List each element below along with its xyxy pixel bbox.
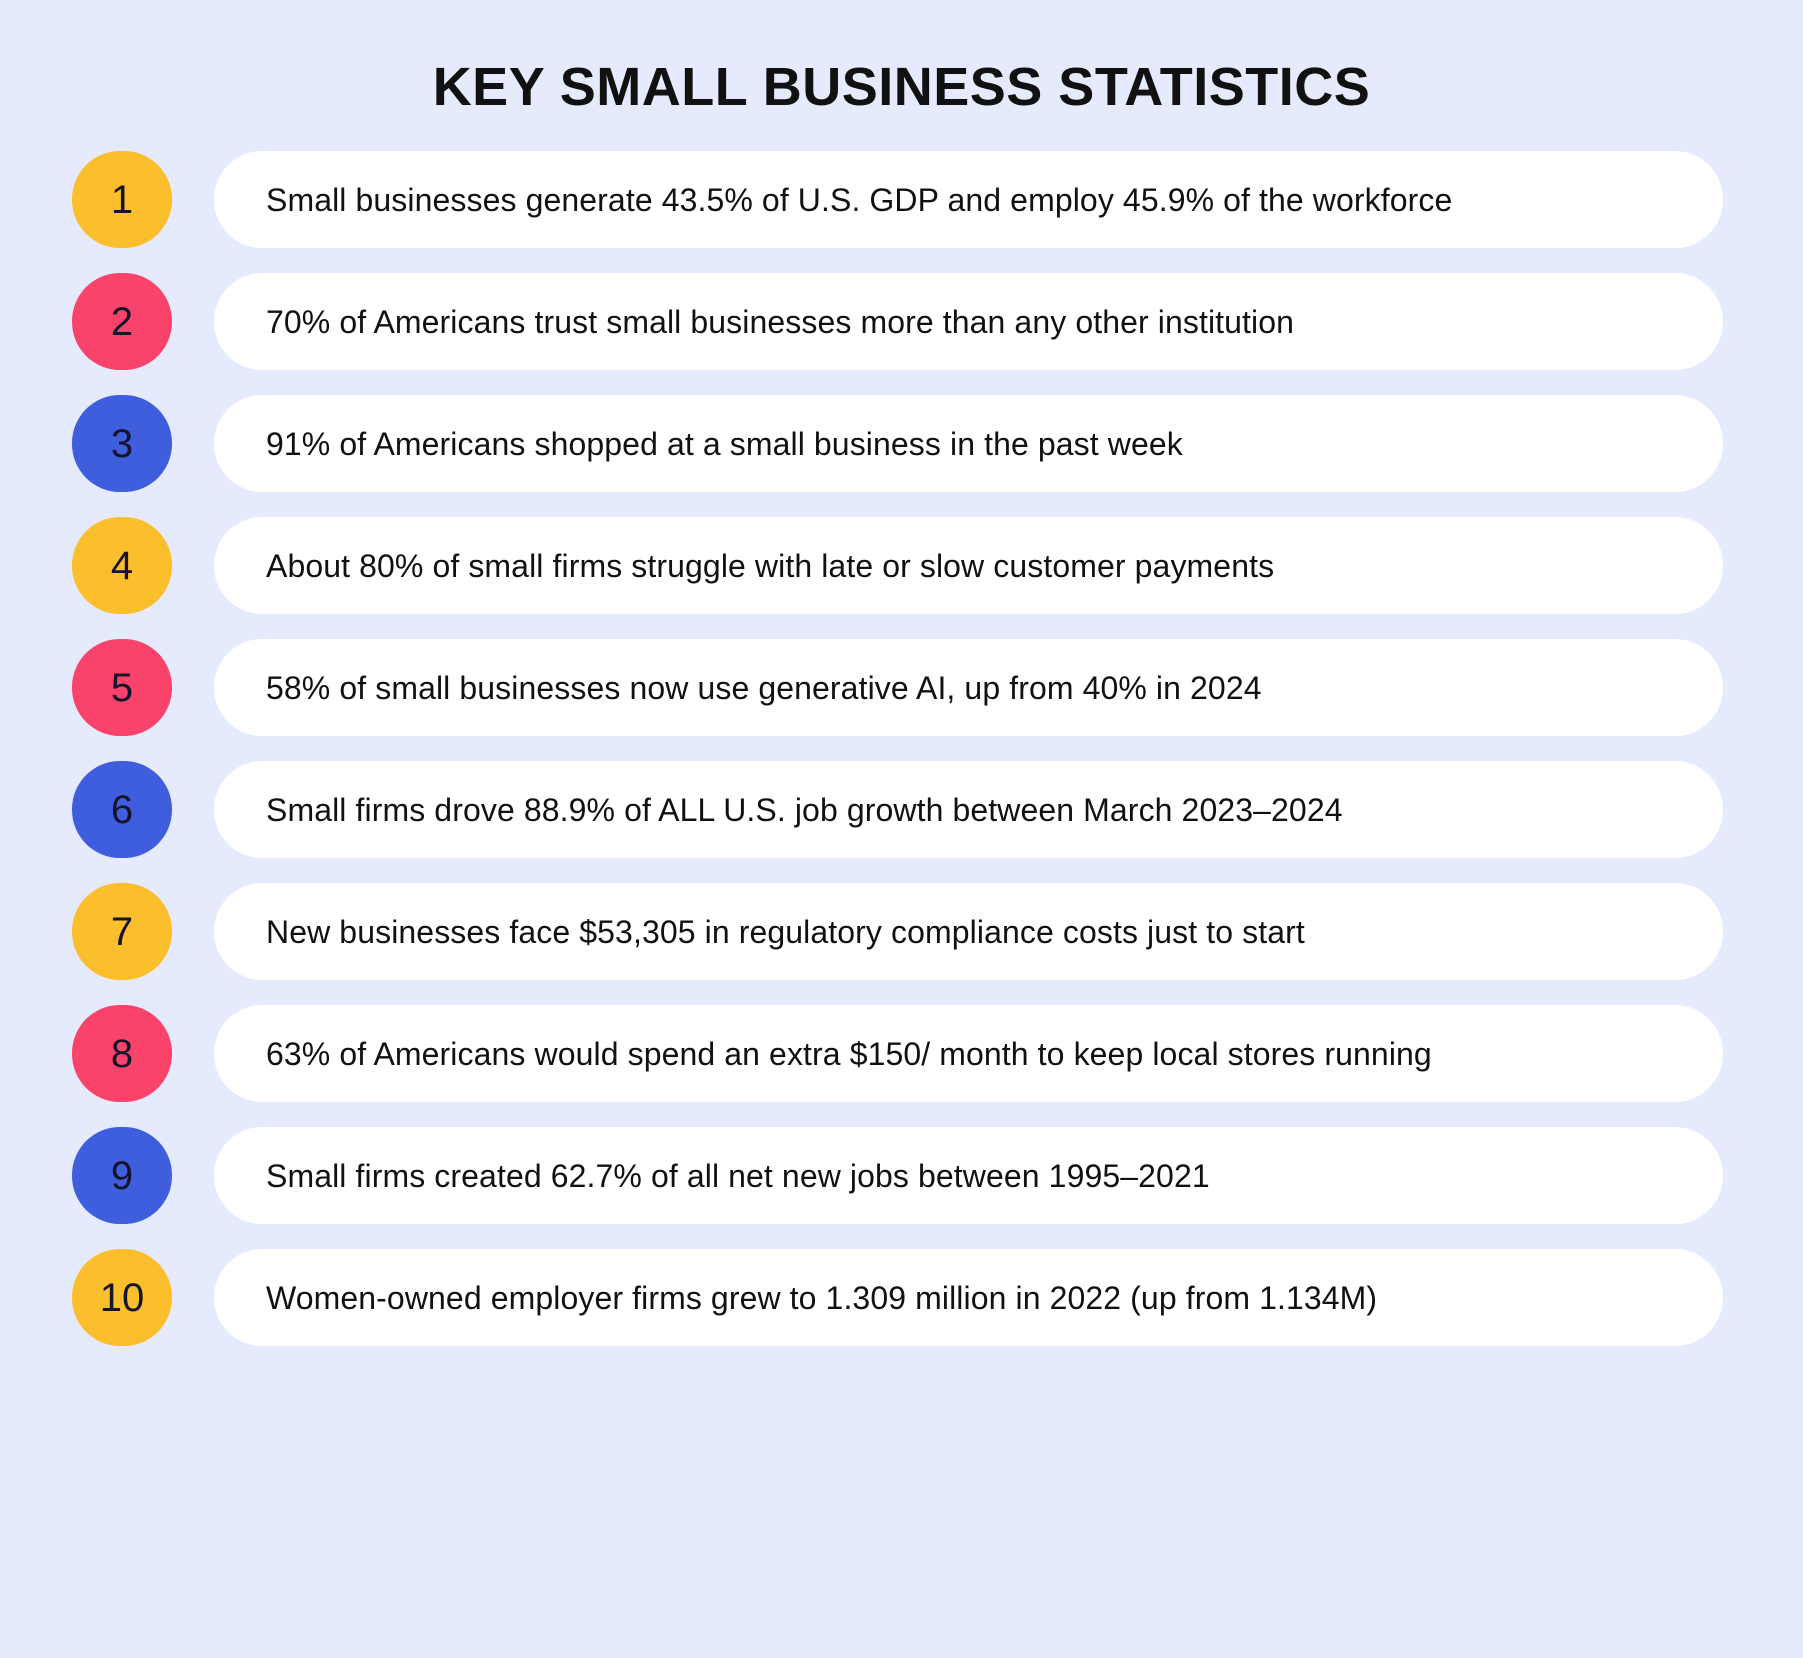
item-number-badge [72, 1005, 172, 1102]
item-number: 4 [110, 543, 134, 588]
item-card [214, 761, 1723, 858]
list-item [72, 273, 1723, 370]
list-item [72, 639, 1723, 736]
item-card [214, 1005, 1723, 1102]
item-number-badge [72, 1127, 172, 1224]
item-text: Women-owned employer firms grew to 1.309 million in 2022 (up from 1.134M) [266, 1279, 1378, 1316]
item-text: 91% of Americans shopped at a small business in the past week [266, 425, 1183, 462]
item-card [214, 151, 1723, 248]
item-card [214, 517, 1723, 614]
list-item [72, 1005, 1723, 1102]
page-title: KEY SMALL BUSINESS STATISTICS [432, 57, 1371, 117]
item-number: 5 [110, 665, 134, 710]
item-number-badge [72, 1249, 172, 1346]
item-number-badge [72, 395, 172, 492]
list-item [72, 151, 1723, 248]
list-item [72, 1127, 1723, 1224]
item-number: 1 [110, 177, 134, 222]
item-number-badge [72, 151, 172, 248]
item-number-badge [72, 517, 172, 614]
item-number-badge [72, 639, 172, 736]
item-text: Small firms created 62.7% of all net new jobs between 1995–2021 [266, 1157, 1210, 1194]
list-item [72, 1249, 1723, 1346]
item-text: 58% of small businesses now use generative AI, up from 40% in 2024 [266, 669, 1262, 706]
list-item [72, 395, 1723, 492]
item-text: Small firms drove 88.9% of ALL U.S. job growth between March 2023–2024 [266, 791, 1343, 828]
item-text: 70% of Americans trust small businesses more than any other institution [266, 303, 1295, 340]
list-item [72, 883, 1723, 980]
list-item [72, 517, 1723, 614]
item-card [214, 395, 1723, 492]
item-text: 63% of Americans would spend an extra $150/ month to keep local stores running [266, 1035, 1432, 1072]
item-number-badge [72, 273, 172, 370]
item-text: About 80% of small firms struggle with late or slow customer payments [266, 547, 1275, 584]
item-number: 9 [110, 1153, 134, 1198]
item-number: 6 [110, 787, 134, 832]
item-number: 3 [110, 421, 134, 466]
item-number: 2 [110, 299, 134, 344]
item-card [214, 1127, 1723, 1224]
item-card [214, 1249, 1723, 1346]
item-number-badge [72, 761, 172, 858]
item-card [214, 273, 1723, 370]
item-card [214, 639, 1723, 736]
item-number: 8 [110, 1031, 134, 1076]
statistics-list [60, 151, 1743, 1346]
item-text: Small businesses generate 43.5% of U.S. GDP and employ 45.9% of the workforce [266, 181, 1453, 218]
item-card [214, 883, 1723, 980]
item-number-badge [72, 883, 172, 980]
list-item [72, 761, 1723, 858]
item-number: 7 [110, 909, 134, 954]
item-number: 10 [99, 1275, 145, 1320]
item-text: New businesses face $53,305 in regulatory compliance costs just to start [266, 913, 1305, 950]
